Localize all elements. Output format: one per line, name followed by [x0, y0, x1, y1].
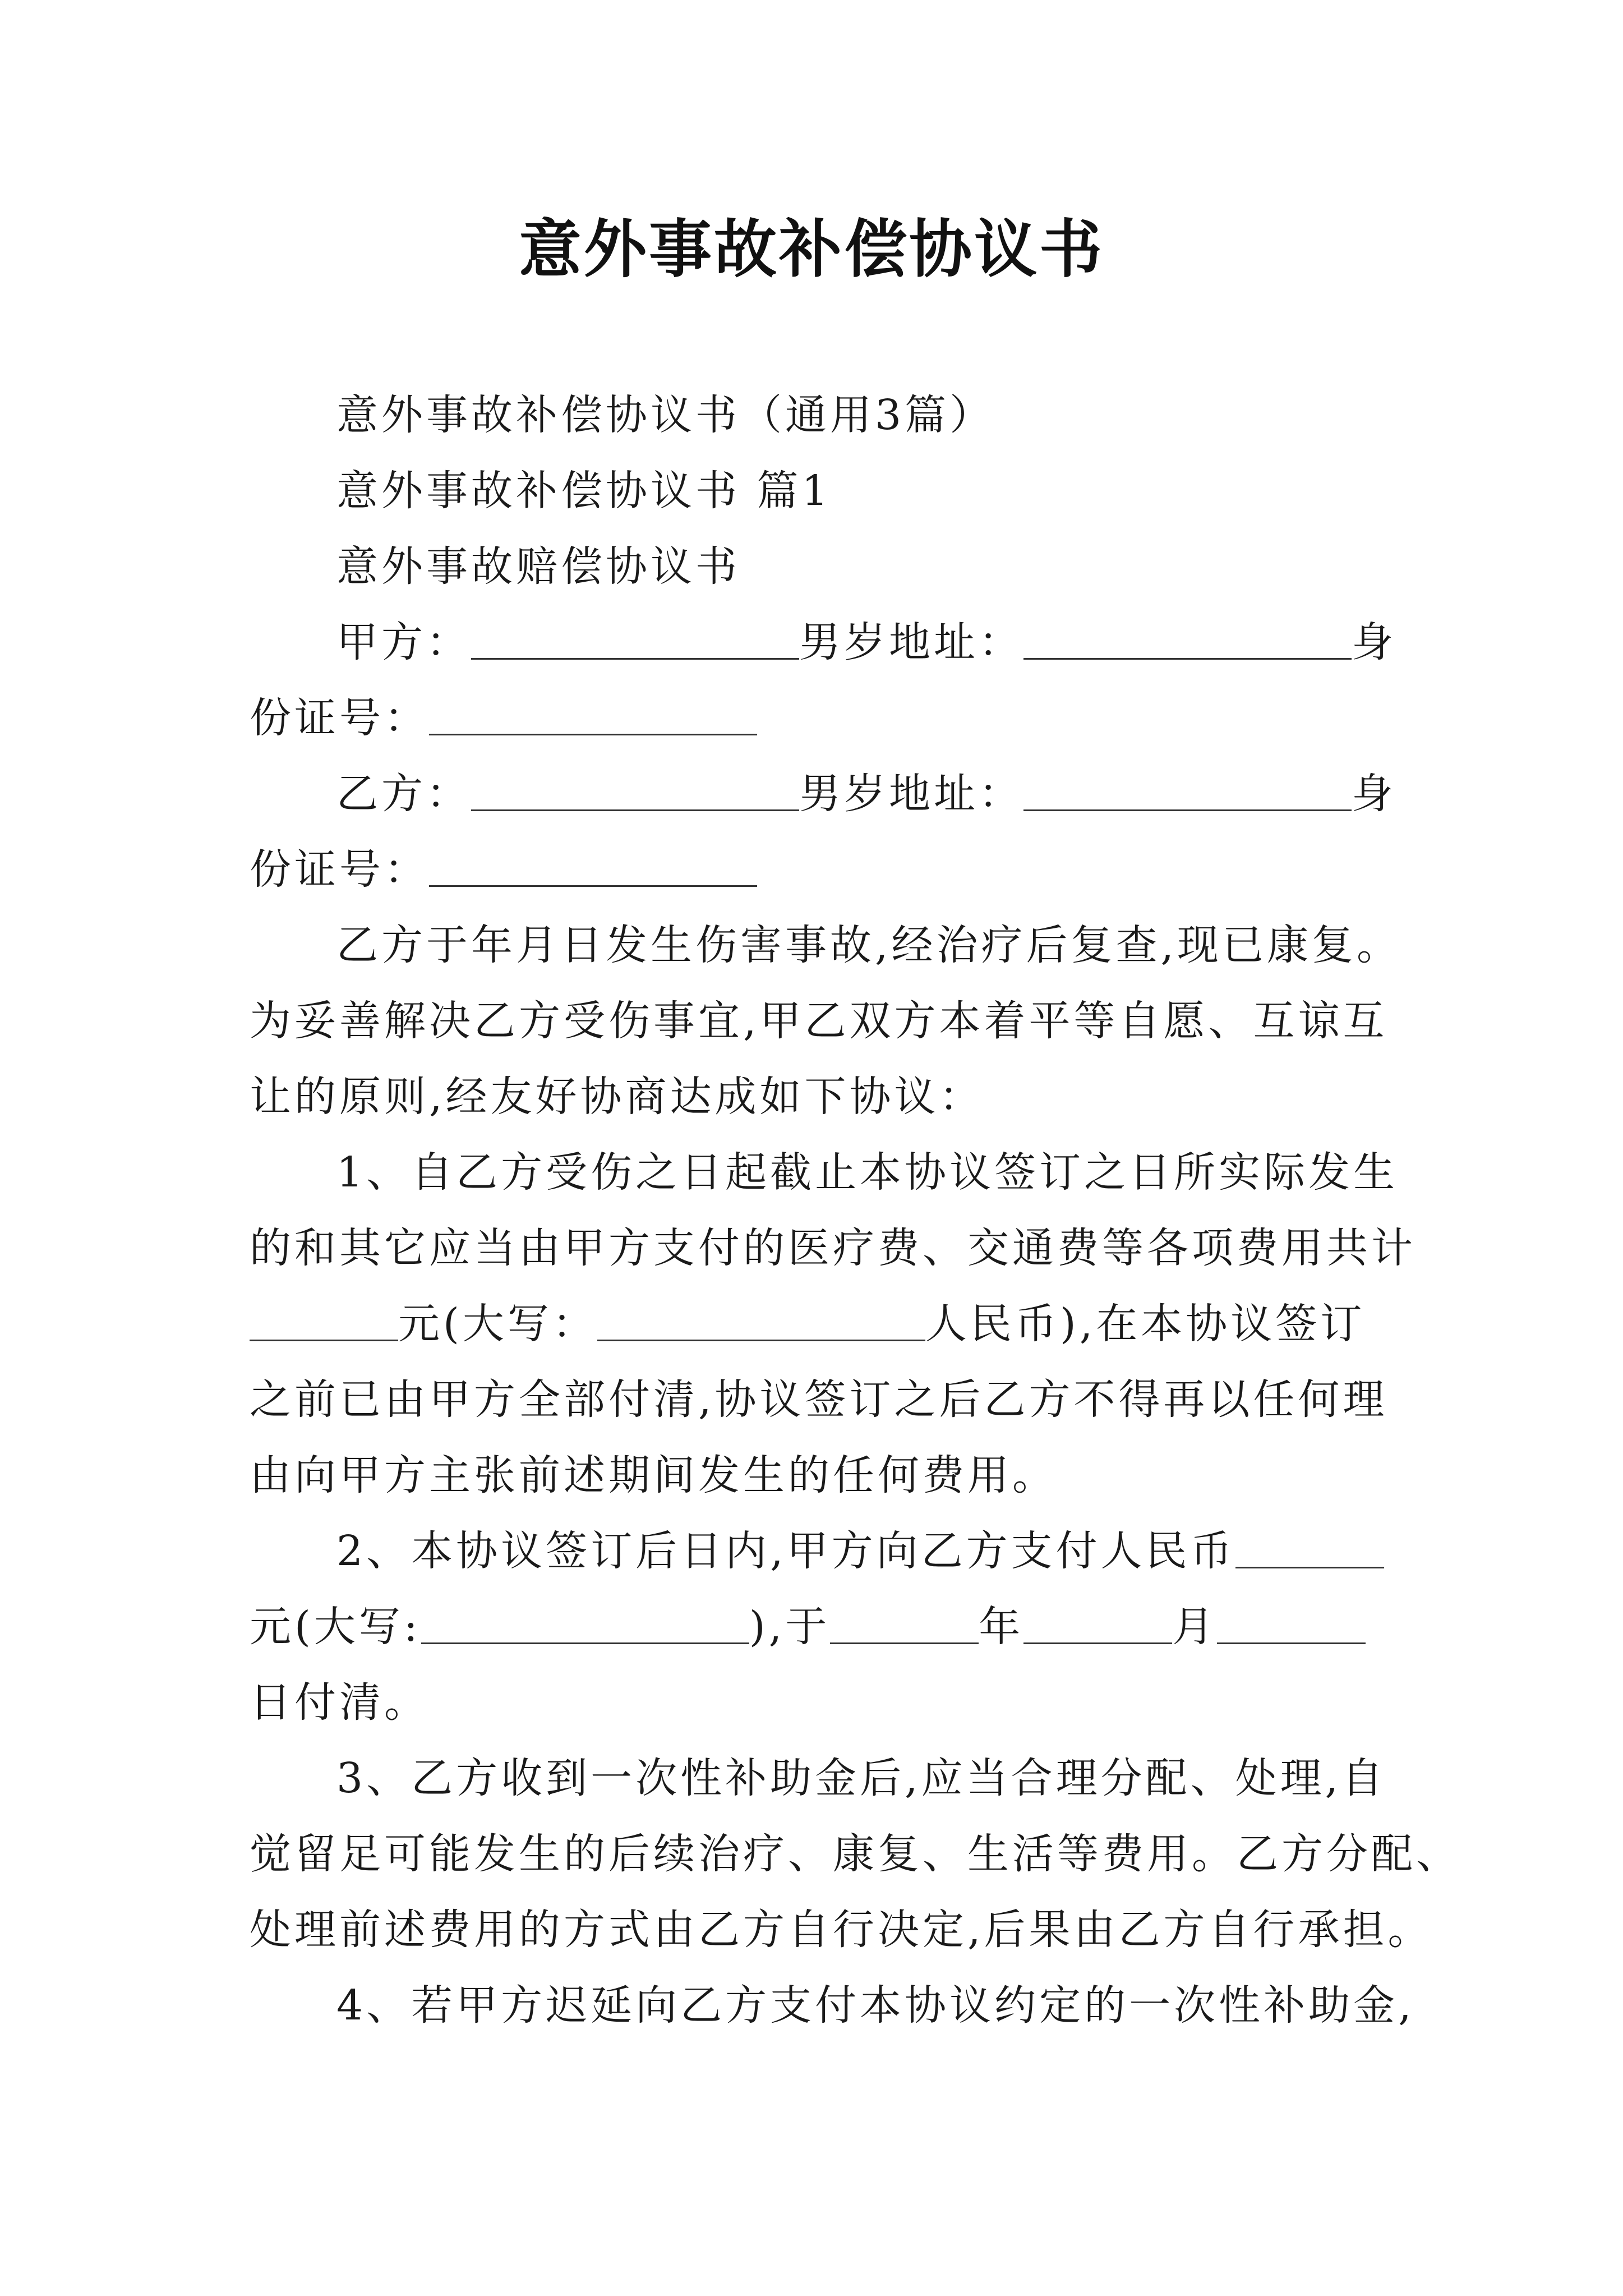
clause1-line-2: 的和其它应当由甲方支付的医疗费、交通费等各项费用共计 — [250, 1224, 1416, 1272]
party-b-line — [336, 766, 1396, 822]
clause2-day-blank — [1217, 1599, 1366, 1644]
clause1-amount-blank — [250, 1296, 398, 1341]
party-a-address-blank — [1023, 614, 1352, 660]
party-a-name-blank — [471, 614, 799, 660]
clause2-capital-blank — [421, 1599, 749, 1644]
party-a-line — [336, 614, 1396, 670]
heading-part-1: 意外事故补偿协议书 篇1 — [336, 467, 832, 515]
party-b-name-blank — [471, 766, 799, 811]
clause1-line-1: 1、自乙方受伤之日起截止本协议签订之日所实际发生 — [336, 1148, 1399, 1197]
intro-line-1: 乙方于年月日发生伤害事故,经治疗后复查,现已康复。 — [336, 921, 1402, 969]
clause2-yu: ),于 — [749, 1603, 831, 1651]
clause2-amount-blank — [1235, 1523, 1384, 1568]
intro-line-2: 为妥善解决乙方受伤事宜,甲乙双方本着平等自愿、互谅互 — [250, 997, 1388, 1045]
heading-agreement: 意外事故赔偿协议书 — [336, 542, 740, 591]
party-b-id-line — [250, 841, 757, 898]
party-a-id-blank — [429, 690, 757, 735]
clause1-line-4: 之前已由甲方全部付清,协议签订之后乙方不得再以任何理 — [250, 1375, 1388, 1424]
clause3-line-1: 3、乙方收到一次性补助金后,应当合理分配、处理,自 — [336, 1754, 1387, 1802]
clause2-year-blank — [830, 1599, 979, 1644]
party-b-label: 乙方： — [336, 770, 471, 818]
clause2-line-1 — [336, 1523, 1384, 1579]
party-a-label: 甲方： — [336, 618, 471, 666]
clause1-yuan: 元(大写： — [398, 1300, 597, 1348]
party-a-id-label: 份证号： — [250, 694, 429, 742]
document-title: 意外事故补偿协议书 — [519, 213, 1104, 286]
party-b-mid: 男岁地址： — [799, 770, 1023, 818]
clause1-capital-blank — [597, 1296, 925, 1341]
clause2-month-blank — [1023, 1599, 1172, 1644]
intro-line-3: 让的原则,经友好协商达成如下协议： — [250, 1073, 984, 1121]
clause2-line-3: 日付清。 — [250, 1678, 429, 1727]
heading-general: 意外事故补偿协议书（通用3篇） — [336, 391, 995, 439]
clause1-line-5: 由向甲方主张前述期间发生的任何费用。 — [250, 1451, 1057, 1499]
clause2-text: 2、本协议签订后日内,甲方向乙方支付人民币 — [336, 1527, 1235, 1575]
party-a-end: 身 — [1352, 618, 1396, 666]
clause4-line-1: 4、若甲方迟延向乙方支付本协议约定的一次性补助金, — [336, 1981, 1415, 2030]
clause2-month: 月 — [1172, 1603, 1218, 1651]
clause2-line-2 — [250, 1599, 1366, 1655]
clause1-line-3 — [250, 1296, 1365, 1352]
party-b-address-blank — [1023, 766, 1352, 811]
party-b-id-blank — [429, 841, 757, 887]
party-b-end: 身 — [1352, 770, 1396, 818]
clause2-year: 年 — [979, 1603, 1024, 1651]
party-a-id-line — [250, 690, 757, 746]
clause1-rmb: 人民币),在本协议签订 — [925, 1300, 1366, 1348]
party-b-id-label: 份证号： — [250, 845, 429, 894]
party-a-mid: 男岁地址： — [799, 618, 1023, 666]
clause3-line-2: 觉留足可能发生的后续治疗、康复、生活等费用。乙方分配、 — [250, 1830, 1461, 1878]
clause2-yuan: 元(大写: — [250, 1603, 421, 1651]
clause3-line-3: 处理前述费用的方式由乙方自行决定,后果由乙方自行承担。 — [250, 1906, 1433, 1954]
